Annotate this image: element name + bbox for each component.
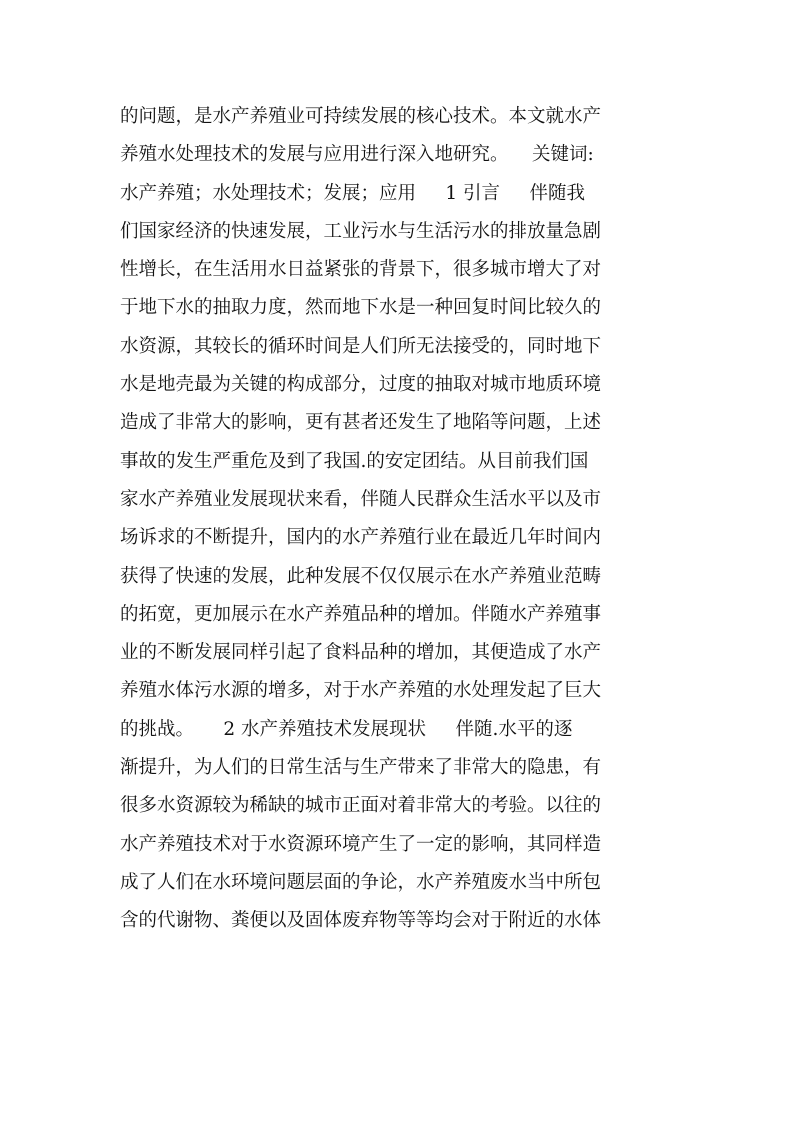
text-line: 水资源，其较长的循环时间是人们所无法接受的，同时地下 xyxy=(120,335,602,357)
text-line: 水是地壳最为关键的构成部分，过度的抽取对城市地质环境 xyxy=(120,374,602,396)
text-line: 性增长，在生活用水日益紧张的背景下，很多城市增大了对 xyxy=(120,259,602,281)
text-line: 含的代谢物、粪便以及固体废弃物等等均会对于附近的水体 xyxy=(120,910,602,932)
text-line: 业的不断发展同样引起了食料品种的增加，其便造成了水产 xyxy=(120,642,602,664)
text-line: 家水产养殖业发展现状来看，伴随人民群众生活水平以及市 xyxy=(120,488,602,510)
text-line: 事故的发生严重危及到了我国.的安定团结。从目前我们国 xyxy=(120,450,589,472)
text-line: 的问题，是水产养殖业可持续发展的核心技术。本文就水产 xyxy=(120,106,602,127)
text-line: 成了人们在水环境问题层面的争论，水产养殖废水当中所包 xyxy=(120,871,602,893)
body-text xyxy=(120,98,680,941)
text-line: 养殖水处理技术的发展与应用进行深入地研究。 关键词: xyxy=(120,144,594,166)
text-line: 们国家经济的快速发展，工业污水与生活污水的排放量急剧 xyxy=(120,220,602,242)
text-line: 水产养殖；水处理技术；发展；应用 1 引言 伴随我 xyxy=(120,182,585,204)
text-line: 于地下水的抽取力度，然而地下水是一种回复时间比较久的 xyxy=(120,297,602,319)
text-line: 造成了非常大的影响，更有甚者还发生了地陷等问题，上述 xyxy=(120,412,602,434)
text-line: 场诉求的不断提升，国内的水产养殖行业在最近几年时间内 xyxy=(120,527,602,549)
text-line: 养殖水体污水源的增多，对于水产养殖的水处理发起了巨大 xyxy=(120,680,602,702)
text-line: 渐提升，为人们的日常生活与生产带来了非常大的隐患，有 xyxy=(120,757,602,779)
text-line: 的拓宽，更加展示在水产养殖品种的增加。伴随水产养殖事 xyxy=(120,603,602,625)
text-line: 获得了快速的发展，此种发展不仅仅展示在水产养殖业范畴 xyxy=(120,565,602,587)
text-line: 的挑战。 2 水产养殖技术发展现状 伴随.水平的逐 xyxy=(120,718,573,740)
text-line: 很多水资源较为稀缺的城市正面对着非常大的考验。以往的 xyxy=(120,795,602,817)
text-line: 水产养殖技术对于水资源环境产生了一定的影响，其同样造 xyxy=(120,833,602,855)
